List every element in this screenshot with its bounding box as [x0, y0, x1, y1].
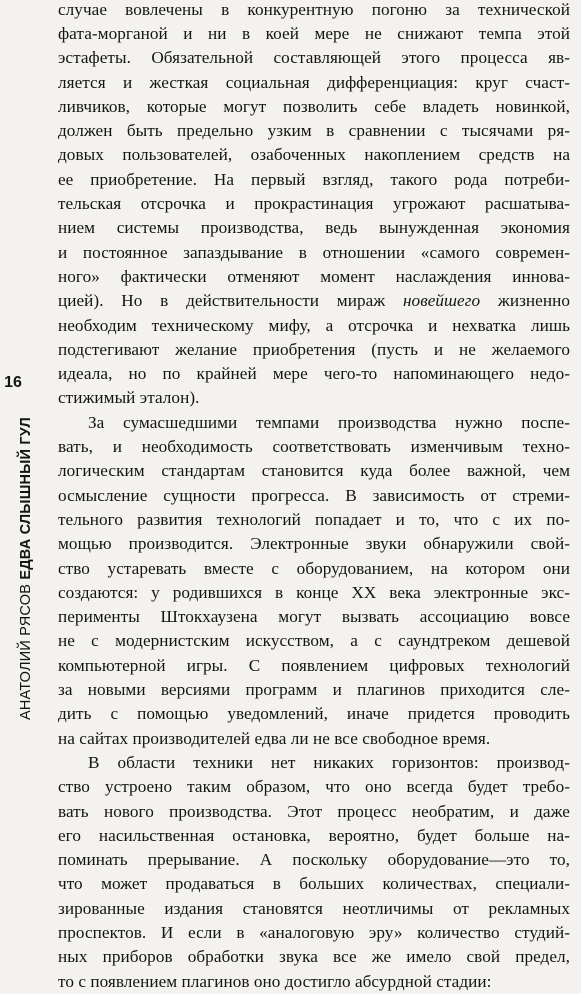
text-line: должен быть предельно узким в сравнении с тысячами ря- [58, 121, 570, 141]
text-line: создаются: у родившихся в конце XX века электронные экс- [58, 582, 570, 602]
paragraph [58, 751, 570, 994]
text-line: осмысление сущности прогресса. В зависимость от стреми- [58, 485, 570, 505]
page-number: 16 [4, 374, 22, 391]
text-line: фата-морганой и ни в коей мере не снижают темпа этой [58, 24, 570, 43]
text-line: нием системы производства, ведь вынужденная экономия [58, 218, 570, 238]
text-line: случае вовлечены в конкурентную погоню за технической [58, 0, 570, 19]
text-line: В области техники нет никаких горизонтов: производ- [88, 752, 570, 772]
text-line: цией). Но в действительности мираж новейшего жизненно [58, 291, 570, 311]
text-line: его насильственная остановка, вероятно, будет больше на- [58, 825, 570, 845]
text-line: ство устаревать вместе с оборудованием, на котором они [58, 558, 570, 578]
text-line: идеала, но по крайней мере чего-то напоминающего недо- [58, 364, 570, 384]
running-head-author: АНАТОЛИЙ РЯСОВ [18, 583, 34, 720]
text-line: на сайтах производителей едва ли не все свободное время. [58, 728, 491, 748]
text-line: вать, и необходимость соответствовать изменчивым техно- [58, 437, 570, 457]
text-line: проспектов. И если в «аналоговую эру» количество студий- [58, 922, 570, 942]
text-line: тельская отсрочка и прокрастинация угрожают расшатыва- [58, 194, 570, 214]
text-line: то с появлением плагинов оно достигло абсурдной стадии: [58, 971, 492, 991]
italic-emphasis: новейшего [402, 291, 481, 311]
text-line: перименты Штокхаузена могут вызвать ассоциацию вовсе [58, 607, 570, 627]
text-line: компьютерной игры. С появлением цифровых технологий [58, 655, 570, 675]
text-line: мощью производится. Электронные звуки обнаружили свой- [58, 534, 570, 554]
running-head-title: ЕДВА СЛЫШНЫЙ ГУЛ [18, 417, 34, 580]
text-line: тельного развития технологий попадает и то, что с их по- [58, 509, 570, 529]
text-line: ляется и жесткая социальная дифференциация: круг счаст- [58, 72, 570, 92]
text-line: ного» фактически отменяют момент наслаждения иннова- [58, 266, 570, 286]
text-line: не с модернистским искусством, а с саундтреком дешевой [58, 631, 570, 651]
paragraph [58, 411, 570, 751]
text-line: вать нового производства. Этот процесс необратим, и даже [58, 801, 570, 821]
text-line: За сумасшедшими темпами производства нужно поспе- [88, 412, 570, 432]
text-line: необходим техническому мифу, а отсрочка и нехватка лишь [58, 315, 570, 335]
text-line: дить с помощью уведомлений, иначе придется проводить [58, 704, 570, 724]
running-head [18, 417, 34, 720]
text-line: стижимый эталон). [58, 388, 200, 408]
text-line: ее приобретение. На первый взгляд, такого рода потреби- [58, 169, 570, 189]
text-line: довых пользователей, озабоченных накоплением средств на [58, 145, 570, 165]
text-line: зированные издания становятся неотличимы от рекламных [58, 898, 570, 918]
paragraph [58, 0, 570, 411]
text-line: что может продаваться в больших количествах, специали- [58, 874, 570, 894]
text-line: и постоянное запаздывание в отношении «самого современ- [58, 242, 570, 262]
body-text [58, 0, 570, 994]
text-line: ство устроено таким образом, что оно всегда будет требо- [58, 777, 570, 797]
text-line: ных приборов обработки звука все же имело свой предел, [58, 947, 570, 967]
text-line: подстегивают желание приобретения (пусть и не желаемого [58, 339, 570, 359]
text-line: эстафеты. Обязательной составляющей этого процесса яв- [58, 48, 570, 68]
text-line: логическим стандартам становится куда более важной, чем [58, 461, 570, 481]
text-line: ливчиков, которые могут позволить себе владеть новинкой, [58, 96, 570, 116]
text-line: за новыми версиями программ и плагинов приходится сле- [58, 680, 570, 700]
text-line: поминать прерывание. А поскольку оборудование—это то, [58, 850, 570, 870]
